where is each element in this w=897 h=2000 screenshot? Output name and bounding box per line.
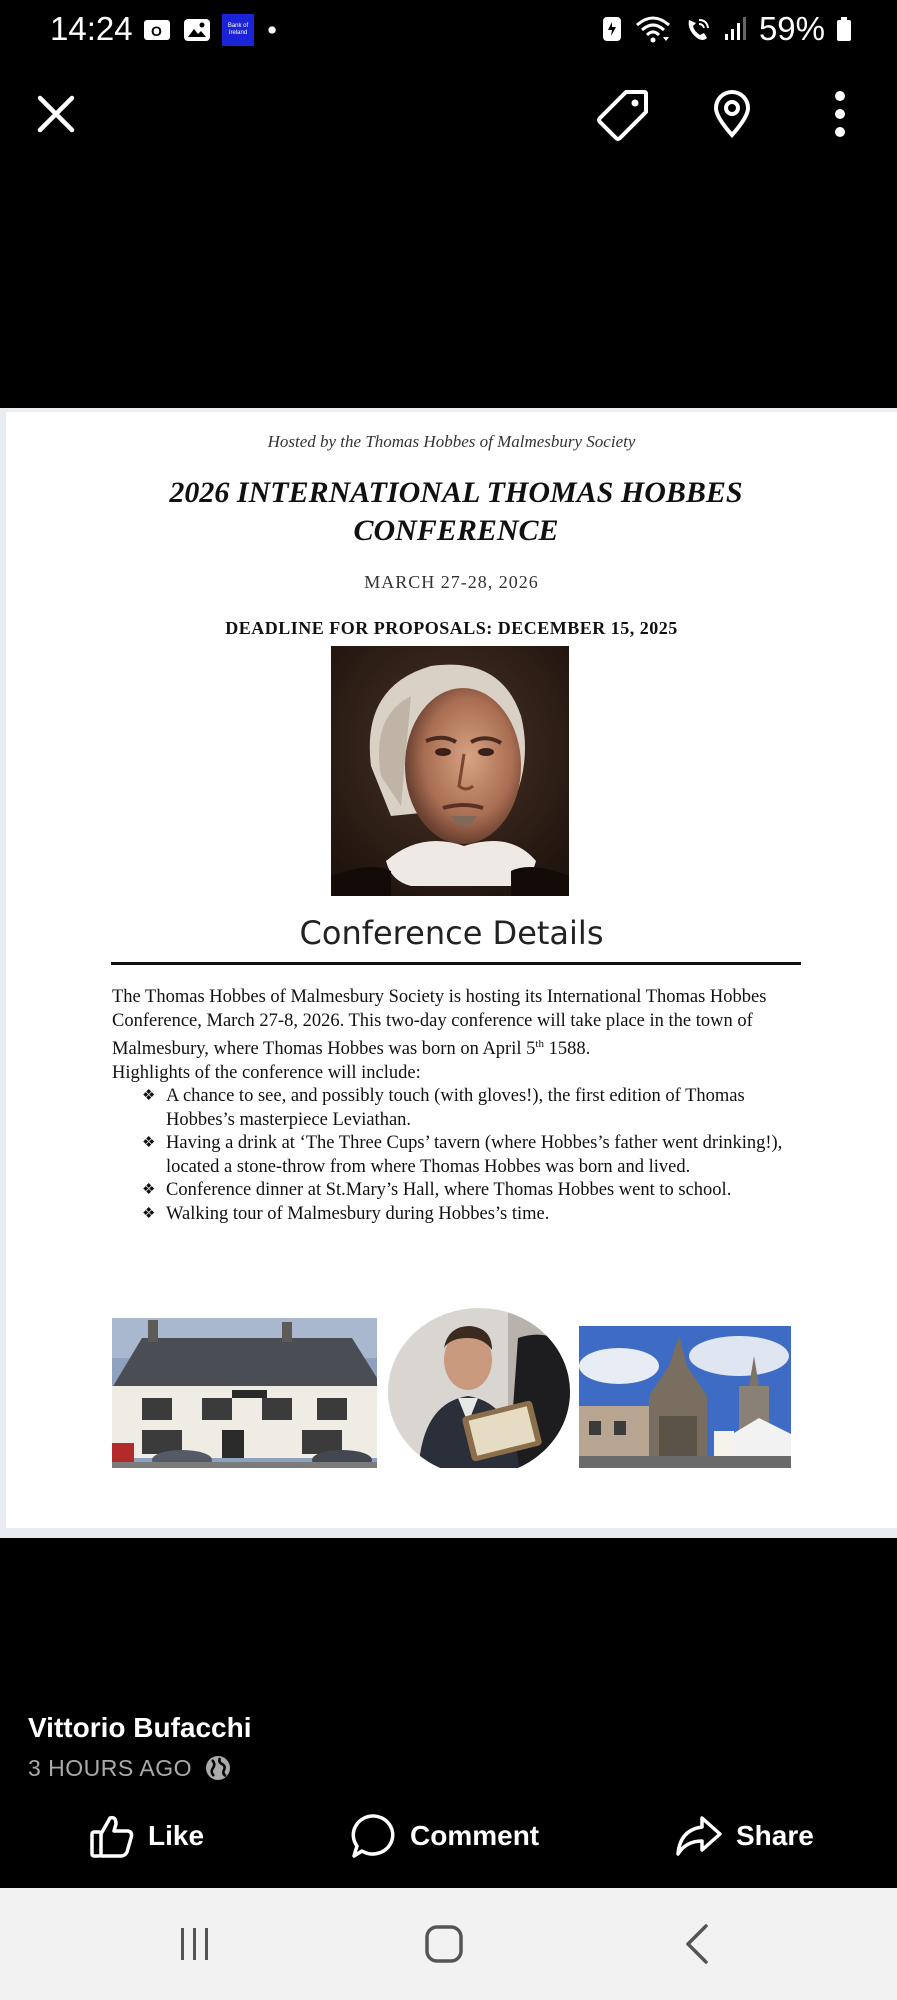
status-notification-icons <box>142 14 286 46</box>
tag-icon <box>596 86 652 142</box>
post-timestamp <box>28 1754 232 1782</box>
title-line-1: 2026 INTERNATIONAL THOMAS HOBBES <box>169 476 743 509</box>
gallery-icon <box>182 16 212 44</box>
back-icon <box>678 1922 718 1966</box>
details-body <box>112 986 802 1226</box>
highlights-list <box>112 1085 802 1226</box>
highlight-text: Walking tour of Malmesbury during Hobbes’s time. <box>166 1203 550 1224</box>
list-item <box>142 1203 802 1227</box>
wifi-calling-icon <box>683 14 713 44</box>
malmesbury-photo <box>579 1326 791 1468</box>
data-saver-icon <box>601 14 623 44</box>
more-vertical-icon <box>830 89 850 139</box>
location-pin-icon <box>710 89 754 139</box>
intro-end-text: 1588. <box>543 1039 591 1060</box>
back-button[interactable] <box>668 1916 728 1972</box>
system-nav-bar <box>0 1888 897 2000</box>
intro-paragraph <box>112 986 802 1062</box>
conference-flyer <box>6 412 897 1528</box>
home-icon <box>422 1922 466 1966</box>
wifi-icon <box>633 13 673 45</box>
bank-of-ireland-text: Bank of Ireland <box>227 23 249 36</box>
outlook-icon <box>142 16 172 44</box>
portrait-image <box>331 646 569 896</box>
bullet-icon: ❖ <box>142 1135 156 1152</box>
home-button[interactable] <box>414 1916 474 1972</box>
status-system-icons <box>601 10 853 48</box>
dot-icon <box>264 16 286 44</box>
battery-percentage: 59% <box>758 10 825 47</box>
comment-label: Comment <box>410 1820 540 1851</box>
bank-of-ireland-icon <box>222 14 254 46</box>
proposal-deadline: DEADLINE FOR PROPOSALS: DECEMBER 15, 2025 <box>225 618 678 638</box>
details-heading: Conference Details <box>299 914 604 952</box>
heading-divider <box>111 962 801 965</box>
tavern-photo <box>112 1318 377 1468</box>
post-image[interactable] <box>0 408 897 1538</box>
close-button[interactable] <box>26 84 86 144</box>
hosted-by-text: Hosted by the Thomas Hobbes of Malmesbury Society <box>267 432 636 451</box>
recents-button[interactable] <box>165 1916 225 1972</box>
battery-icon <box>835 14 853 44</box>
share-icon <box>674 1812 724 1860</box>
globe-icon <box>204 1754 232 1782</box>
highlight-text: Conference dinner at St.Mary’s Hall, where Thomas Hobbes went to school. <box>166 1180 732 1201</box>
post-author[interactable]: Vittorio Bufacchi <box>28 1712 252 1743</box>
tag-button[interactable] <box>594 84 654 144</box>
list-item <box>142 1085 802 1132</box>
highlight-text: Having a drink at ‘The Three Cups’ tavern (where Hobbes’s father went drinking!), located a stone-throw from where Thomas Hobbes was born and lived. <box>166 1133 783 1177</box>
bullet-icon: ❖ <box>142 1182 156 1199</box>
svg-text:O: O <box>151 23 162 39</box>
title-line-2: CONFERENCE <box>353 514 559 547</box>
post-time-text: 3 HOURS AGO <box>28 1754 192 1781</box>
like-button[interactable] <box>88 1808 204 1864</box>
conference-title <box>66 474 846 550</box>
share-label: Share <box>736 1820 814 1851</box>
conference-dates: MARCH 27-28, 2026 <box>364 572 539 592</box>
share-button[interactable] <box>674 1808 814 1864</box>
like-label: Like <box>148 1820 205 1851</box>
hobbes-portrait <box>331 646 569 896</box>
comment-button[interactable] <box>350 1808 539 1864</box>
intro-superscript: th <box>535 1038 544 1050</box>
highlight-text: A chance to see, and possibly touch (with gloves!), the first edition of Thomas Hobbes’s masterpiece Leviathan. <box>166 1086 745 1130</box>
bullet-icon: ❖ <box>142 1205 156 1222</box>
speaker-photo <box>388 1308 570 1468</box>
recents-icon <box>175 1924 215 1964</box>
intro-text: The Thomas Hobbes of Malmesbury Society is hosting its International Thomas Hobbes Conference, March 27-8, 2026. This two-day conference will take place in the town of Malmesbury, where Thomas Hobbes was born on April 5 <box>112 987 767 1060</box>
status-time: 14:24 <box>50 10 133 47</box>
list-item <box>142 1179 802 1203</box>
bullet-icon: ❖ <box>142 1088 156 1105</box>
close-icon <box>34 92 78 136</box>
signal-icon <box>723 14 749 44</box>
status-bar <box>0 0 897 60</box>
highlights-intro: Highlights of the conference will include: <box>112 1062 421 1083</box>
more-options-button[interactable] <box>810 84 870 144</box>
list-item <box>142 1132 802 1179</box>
comment-icon <box>350 1812 398 1860</box>
like-icon <box>88 1812 136 1860</box>
location-button[interactable] <box>702 84 762 144</box>
